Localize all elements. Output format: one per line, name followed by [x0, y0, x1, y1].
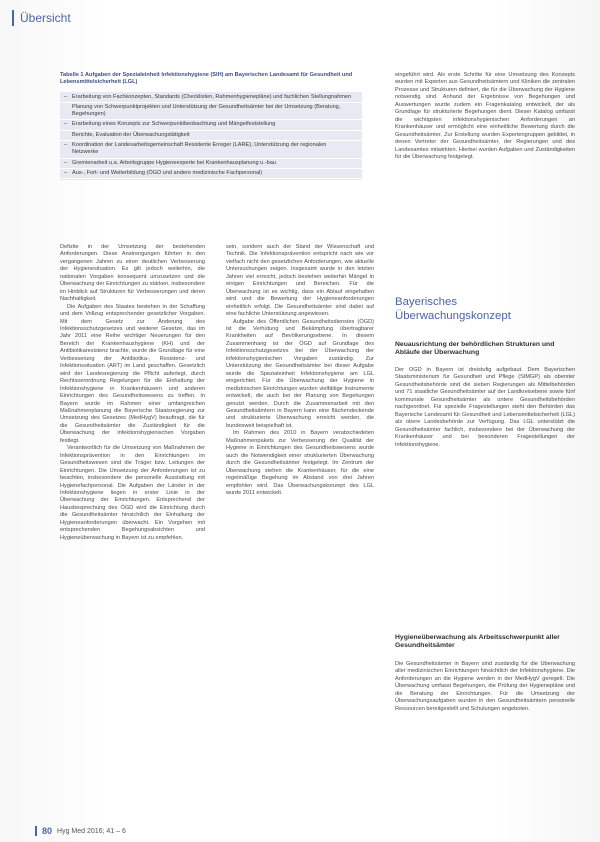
paragraph: Verantwortlich für die Umsetzung von Maßnahmen der Infektionsprävention in den Einrichtungen im Gesundheitswesen sind die Träger bzw. Leitungen der Einrichtungen. Die Umsetzung der Anforderungen ist zu beachten, insbesondere die personelle Ausstattung mit Hygienefachpersonal. Die Aufgaben der Länder in der Infektionshygiene liegen in erster Linie in der Überwachung der Einrichtungen. Entsprechend der Hausbesprechung des ÖGD wird die Einrichtung durch die Gesundheitsämter hinsichtlich der Einhaltung der Hygieneanforderungen überwacht. Ein Vorgehen mit entsprechenden Begehungsabsichten und Hygieneüberwachung in Bayern ist zu empfehlen. — [60, 445, 205, 541]
paragraph: Die Gesundheitsämter in Bayern sind zuständig für die Überwachung aller medizinischen Einrichtungen hinsichtlich der Infektionshygiene. Die Anforderungen an die Hygiene werden in der MedHygV geregelt. Die Überwachung umfasst Begehungen, die Prüfung der Hygienepläne und die Beratung der Einrichtungen. Für die Umsetzung der Überwachungsaufgaben wurden in den Gesundheitsämtern personelle Ressourcen bereitgestellt und Schulungen angeboten. — [395, 661, 575, 712]
journal-reference: Hyg Med 2016; 41 – 6 — [57, 827, 126, 835]
section-title: Übersicht — [20, 11, 71, 25]
section-marker — [12, 10, 14, 26]
table-item: Planung von Schwerpunktprojekten und Unterstützung der Gesundheitsämter bei der Umsetzung (Beratung, Begehungen) — [60, 103, 362, 121]
text-column-3-body — [395, 367, 575, 629]
paragraph: Die Aufgaben des Staates bestehen in der Schaffung und dem Vollzug entsprechender gesetzlicher Vorgaben. Mit dem Gesetz zur Änderung des Infektionsschutzgesetzes und weiterer Gesetze, das im Jahr 2011 eine Reihe wichtiger Neuerungen für den Bereich der Krankenhaushygiene (KH) und der Antibiotikaresistenz brachte, wurde die Grundlage für eine Verbesserung der Antibiotika-, Resistenz- und Infektionssituation (ART) im Land geschaffen. Gesetzlich wird der Landesregierung die Pflicht auferlegt, durch Rechtsverordnung Regelungen für die Einhaltung der Infektionshygiene in Krankenhäusern und anderen Einrichtungen des Gesundheitswesens zu treffen. In Bayern wurde im Rahmen einer umfangreichen Maßnahmenplanung die Bayerische Staatsregierung zur Umsetzung des Gesetzes (MedHygV) beauftragt, die für die Gesundheitsämter die Zuständigkeit für die Überwachung der infektionshygienischen Vorgaben festlegt. — [60, 303, 205, 444]
table-list — [60, 92, 362, 181]
text-column-2 — [226, 244, 374, 814]
table-caption: Tabelle 1 Aufgaben der Spezialeinheit Infektionshygiene (SIH) am Bayerischen Landesamt für Gesundheit und Lebensmittelsicherheit (LGL) — [60, 72, 353, 86]
text-column-1 — [60, 244, 205, 814]
table-1 — [60, 72, 362, 224]
table-item: Berichte, Evaluation der Überwachungstätigkeit — [60, 131, 362, 141]
subheading: Hygieneüberwachung als Arbeitsschwerpunkt aller Gesundheitsämter — [395, 634, 560, 649]
table-item: – Erarbeitung eines Konzepts zur Schwerpunktbeobachtung und Mängelfeststellung — [60, 120, 362, 130]
paragraph: eingeführt wird. Als erste Schritte für eine Umsetzung des Konzepts wurden mit Experten aus Gesundheitsämtern und Kliniken die zentralen Prozesse und Strukturen definiert, die für die Überwachung der Hygiene notwendig sind. Anhand der Ergebnisse von Begehungen und Auswertungen wurde zudem ein Fragenkatalog entwickelt, der als Grundlage für strukturierte Begehungen dient. Dieser Katalog umfasst die wichtigsten infektionshygienischen Anforderungen an Krankenhäuser und ermöglicht eine einheitliche Bewertung durch die Gesundheitsämter. Zur Erstellung wurden Expertengruppen gebildet, in denen Vertreter der Gesundheitsämter, der Regierungen und des Landesamtes mitwirkten. Hierbei wurden Aufgaben und Zuständigkeiten für die Überwachung festgelegt. — [395, 72, 575, 160]
paragraph: sein, sondern auch der Stand der Wissenschaft und Technik. Die Infektionsprävention entspricht nach wie vor vielfach nicht den gesetzlichen Anforderungen, wie aktuelle Untersuchungen zeigen. Insgesamt wurde in den letzten Jahren viel erreicht, jedoch bestehen weiterhin Mängel in einigen Einrichtungen und Bereichen. Für die Überwachung ist es wichtig, dass ein Ablauf eingehalten wird und die Bewertung der Hygieneanforderungen einheitlich erfolgt. Die Gesundheitsämter sind dabei auf eine fachliche Unterstützung angewiesen. — [226, 244, 374, 318]
table-item: – Aus-, Fort- und Weiterbildung (ÖGD und andere medizinische Fachpersonal) — [60, 169, 362, 179]
text-column-3-body — [395, 661, 575, 814]
page-number: 80 — [42, 826, 53, 836]
paragraph: Der ÖGD in Bayern ist dreistufig aufgebaut. Dem Bayerischen Staatsministerium für Gesundheit und Pflege (StMGP) als oberster Gesundheitsbehörde sind die sieben Regierungen als Mittelbehörden und 71 staatliche Gesundheitsämter auf der Landkreisebene sowie fünf kommunale Gesundheitsämter als untere Gesundheitsbehörden nachgeordnet. Für spezielle Fragestellungen steht den Behörden das Bayerische Landesamt für Gesundheit und Lebensmittelsicherheit (LGL) als obere Landesbehörde zur Verfügung. Das LGL unterstützt die Gesundheitsämter fachlich, insbesondere bei der Überwachung der Krankenhäuser und bei besonderen Fragestellungen der Infektionshygiene. — [395, 367, 575, 448]
section-heading: Bayerisches Überwachungskonzept — [395, 296, 511, 322]
paragraph: Defizite in der Umsetzung der bestehenden Anforderungen. Diese Anstrengungen führten in den vergangenen Jahren zu einer deutlichen Verbesserung der Hygienesituation. Es gilt jedoch weiterhin, die nationalen Vorgaben konsequent umzusetzen und die Überwachung der Einrichtungen zu stärken, insbesondere im Hinblick auf Strukturen für Verbesserungen und deren Nachhaltigkeit. — [60, 244, 205, 303]
table-item: – Koordination der Landesarbeitsgemeinschaft Resistente Erreger (LARE), Unterstützung der regionalen Netzwerke — [60, 141, 362, 159]
paragraph: Aufgabe des Öffentlichen Gesundheitsdienstes (ÖGD) ist die Verhütung und Bekämpfung übertragbarer Krankheiten auf Bevölkerungsebene. In diesem Zusammenhang ist der ÖGD auf Grundlage des Infektionsschutzgesetzes bei der Überwachung der infektionshygienischen Vorgaben zuständig. Zur Unterstützung der Gesundheitsämter bei dieser Aufgabe wurde die Spezialeinheit Infektionshygiene am LGL eingerichtet. Für die Überwachung der Hygiene in medizinischen Einrichtungen wurden vielfältige Instrumente entwickelt, die auch bei der Planung von Begehungen genutzt werden. Durch die Zusammenarbeit mit den Gesundheitsämtern in Bayern kann eine flächendeckende und strukturierte Überwachung erreicht werden, die bundesweit beispielhaft ist. — [226, 318, 374, 429]
text-column-3-intro — [395, 72, 575, 290]
paragraph: Im Rahmen des 2010 in Bayern verabschiedeten Maßnahmenpakets zur Verbesserung der Qualität der Hygiene in Einrichtungen des Gesundheitswesens wurde auch die Notwendigkeit einer strukturierten Überwachung durch die Gesundheitsämter festgelegt. Im Zentrum der Überwachung stehen die Krankenhäuser, für die eine regelmäßige Begehung im Abstand von drei Jahren empfohlen wird. Das Überwachungskonzept des LGL wurde 2011 entwickelt. — [226, 430, 374, 496]
section-header — [12, 8, 588, 28]
table-item: – Erarbeitung von Fachkonzepten, Standards (Checklisten, Rahmenhygienepläne) und fachlichen Stellungnahmen — [60, 93, 362, 103]
page-footer — [35, 826, 126, 836]
table-item: – Gremienarbeit u.a. Arbeitsgruppe Hygieneexperte bei Krankenhausplanung u.-bau — [60, 159, 362, 169]
footer-marker — [35, 826, 37, 836]
subheading: Neuausrichtung der behördlichen Strukturen und Abläufe der Überwachung — [395, 341, 555, 356]
